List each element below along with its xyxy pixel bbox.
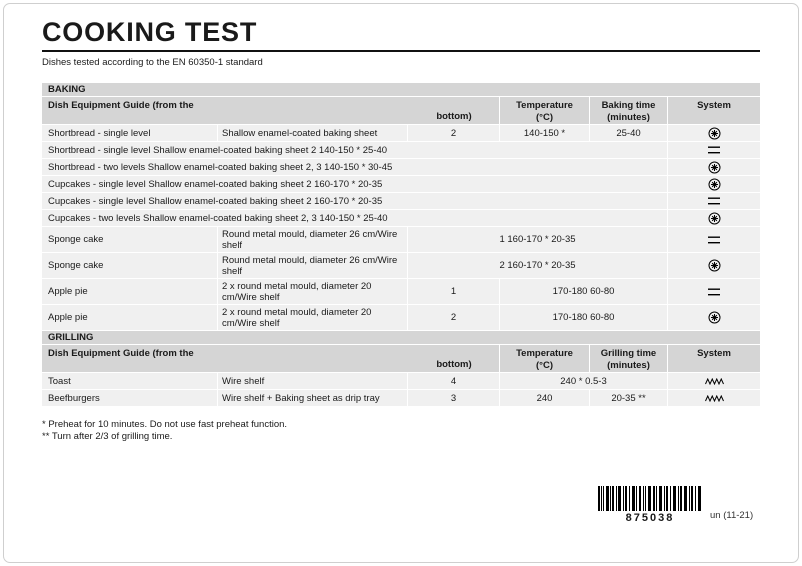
header-time-unit: (minutes) (607, 112, 650, 123)
doc-code: un (11-21) (710, 510, 754, 521)
cell-temp: 140-150 * (500, 125, 590, 141)
top-bottom-heat-icon (668, 227, 760, 252)
grilling-table (42, 331, 760, 406)
title-rule (42, 50, 760, 52)
grill-icon (668, 373, 760, 389)
header-dish-line1: Dish Equipment Guide (from the (48, 348, 194, 359)
page-content (42, 16, 760, 443)
header-dish-line2: bottom) (436, 359, 472, 370)
cell-level: 1 (408, 279, 500, 304)
table-row (42, 253, 760, 278)
header-dish-equipment-guide (42, 345, 500, 372)
header-system: System (668, 345, 760, 372)
cell-dish: Sponge cake (42, 227, 218, 252)
header-dish-line1: Dish Equipment Guide (from the (48, 100, 194, 111)
fan-oven-icon (668, 253, 760, 278)
cell-equipment: Round metal mould, diameter 26 cm/Wire shelf (218, 227, 408, 252)
header-temperature-unit: (°C) (536, 112, 553, 123)
cell-full: Shortbread - single level Shallow enamel-coated baking sheet 2 140-150 * 25-40 (42, 142, 668, 158)
header-temperature-label: Temperature (516, 348, 573, 359)
grilling-rows (42, 373, 760, 406)
cell-level: 2 (408, 305, 500, 330)
footnotes (42, 419, 760, 443)
footnote-turn: ** Turn after 2/3 of grilling time. (42, 431, 173, 442)
cell-temptime: 170-180 60-80 (500, 279, 668, 304)
cell-levtime: 2 160-170 * 20-35 (408, 253, 668, 278)
cell-level: 2 (408, 125, 500, 141)
section-header-baking: BAKING (42, 83, 760, 96)
cell-level: 3 (408, 390, 500, 406)
cell-dish: Sponge cake (42, 253, 218, 278)
header-dish-equipment-guide (42, 97, 500, 124)
header-dish-line2: bottom) (436, 111, 472, 122)
header-time-label: Grilling time (600, 348, 657, 359)
barcode-number: 875038 (625, 512, 675, 524)
table-row (42, 390, 760, 406)
table-row (42, 159, 760, 175)
cell-temptime: 170-180 60-80 (500, 305, 668, 330)
cell-dish: Beefburgers (42, 390, 218, 406)
header-grilling-time (590, 345, 668, 372)
table-row (42, 373, 760, 389)
cell-full: Cupcakes - single level Shallow enamel-coated baking sheet 2 160-170 * 20-35 (42, 176, 668, 192)
fan-oven-icon (668, 159, 760, 175)
cell-time: 20-35 ** (590, 390, 668, 406)
cell-temptime: 240 * 0.5-3 (500, 373, 668, 389)
cell-dish: Apple pie (42, 279, 218, 304)
grill-icon (668, 390, 760, 406)
cell-dish: Toast (42, 373, 218, 389)
fan-oven-icon (668, 176, 760, 192)
table-row (42, 279, 760, 304)
cell-equipment: Wire shelf (218, 373, 408, 389)
cell-equipment: 2 x round metal mould, diameter 20 cm/Wire shelf (218, 279, 408, 304)
cell-equipment: Wire shelf + Baking sheet as drip tray (218, 390, 408, 406)
cell-level: 4 (408, 373, 500, 389)
baking-table (42, 83, 760, 330)
fan-oven-icon (668, 210, 760, 226)
table-row (42, 125, 760, 141)
baking-rows (42, 125, 760, 330)
top-bottom-heat-icon (668, 279, 760, 304)
header-temperature (500, 97, 590, 124)
cell-time: 25-40 (590, 125, 668, 141)
cell-full: Cupcakes - two levels Shallow enamel-coated baking sheet 2, 3 140-150 * 25-40 (42, 210, 668, 226)
cell-full: Cupcakes - single level Shallow enamel-coated baking sheet 2 160-170 * 20-35 (42, 193, 668, 209)
table-row (42, 305, 760, 330)
cell-equipment: 2 x round metal mould, diameter 20 cm/Wire shelf (218, 305, 408, 330)
barcode-bars (598, 486, 702, 511)
table-row (42, 210, 760, 226)
cell-full: Shortbread - two levels Shallow enamel-coated baking sheet 2, 3 140-150 * 30-45 (42, 159, 668, 175)
top-bottom-heat-icon (668, 142, 760, 158)
page-title: COOKING TEST (42, 17, 258, 47)
header-temperature-label: Temperature (516, 100, 573, 111)
table-row (42, 227, 760, 252)
footnote-preheat: * Preheat for 10 minutes. Do not use fast preheat function. (42, 419, 288, 430)
top-bottom-heat-icon (668, 193, 760, 209)
header-time-label: Baking time (601, 100, 656, 111)
baking-table-header (42, 97, 760, 124)
header-system: System (668, 97, 760, 124)
header-temperature (500, 345, 590, 372)
barcode-block (598, 486, 753, 524)
barcode (598, 486, 702, 524)
header-time-unit: (minutes) (607, 360, 650, 371)
fan-oven-icon (668, 125, 760, 141)
section-header-grilling: GRILLING (42, 331, 760, 344)
cell-levtime: 1 160-170 * 20-35 (408, 227, 668, 252)
table-row (42, 142, 760, 158)
cell-temp: 240 (500, 390, 590, 406)
cell-equipment: Shallow enamel-coated baking sheet (218, 125, 408, 141)
page-subtitle: Dishes tested according to the EN 60350-1 standard (42, 57, 263, 68)
fan-oven-icon (668, 305, 760, 330)
header-temperature-unit: (°C) (536, 360, 553, 371)
table-row (42, 193, 760, 209)
grilling-table-header (42, 345, 760, 372)
cell-equipment: Round metal mould, diameter 26 cm/Wire shelf (218, 253, 408, 278)
cell-dish: Apple pie (42, 305, 218, 330)
table-row (42, 176, 760, 192)
header-baking-time (590, 97, 668, 124)
cell-dish: Shortbread - single level (42, 125, 218, 141)
